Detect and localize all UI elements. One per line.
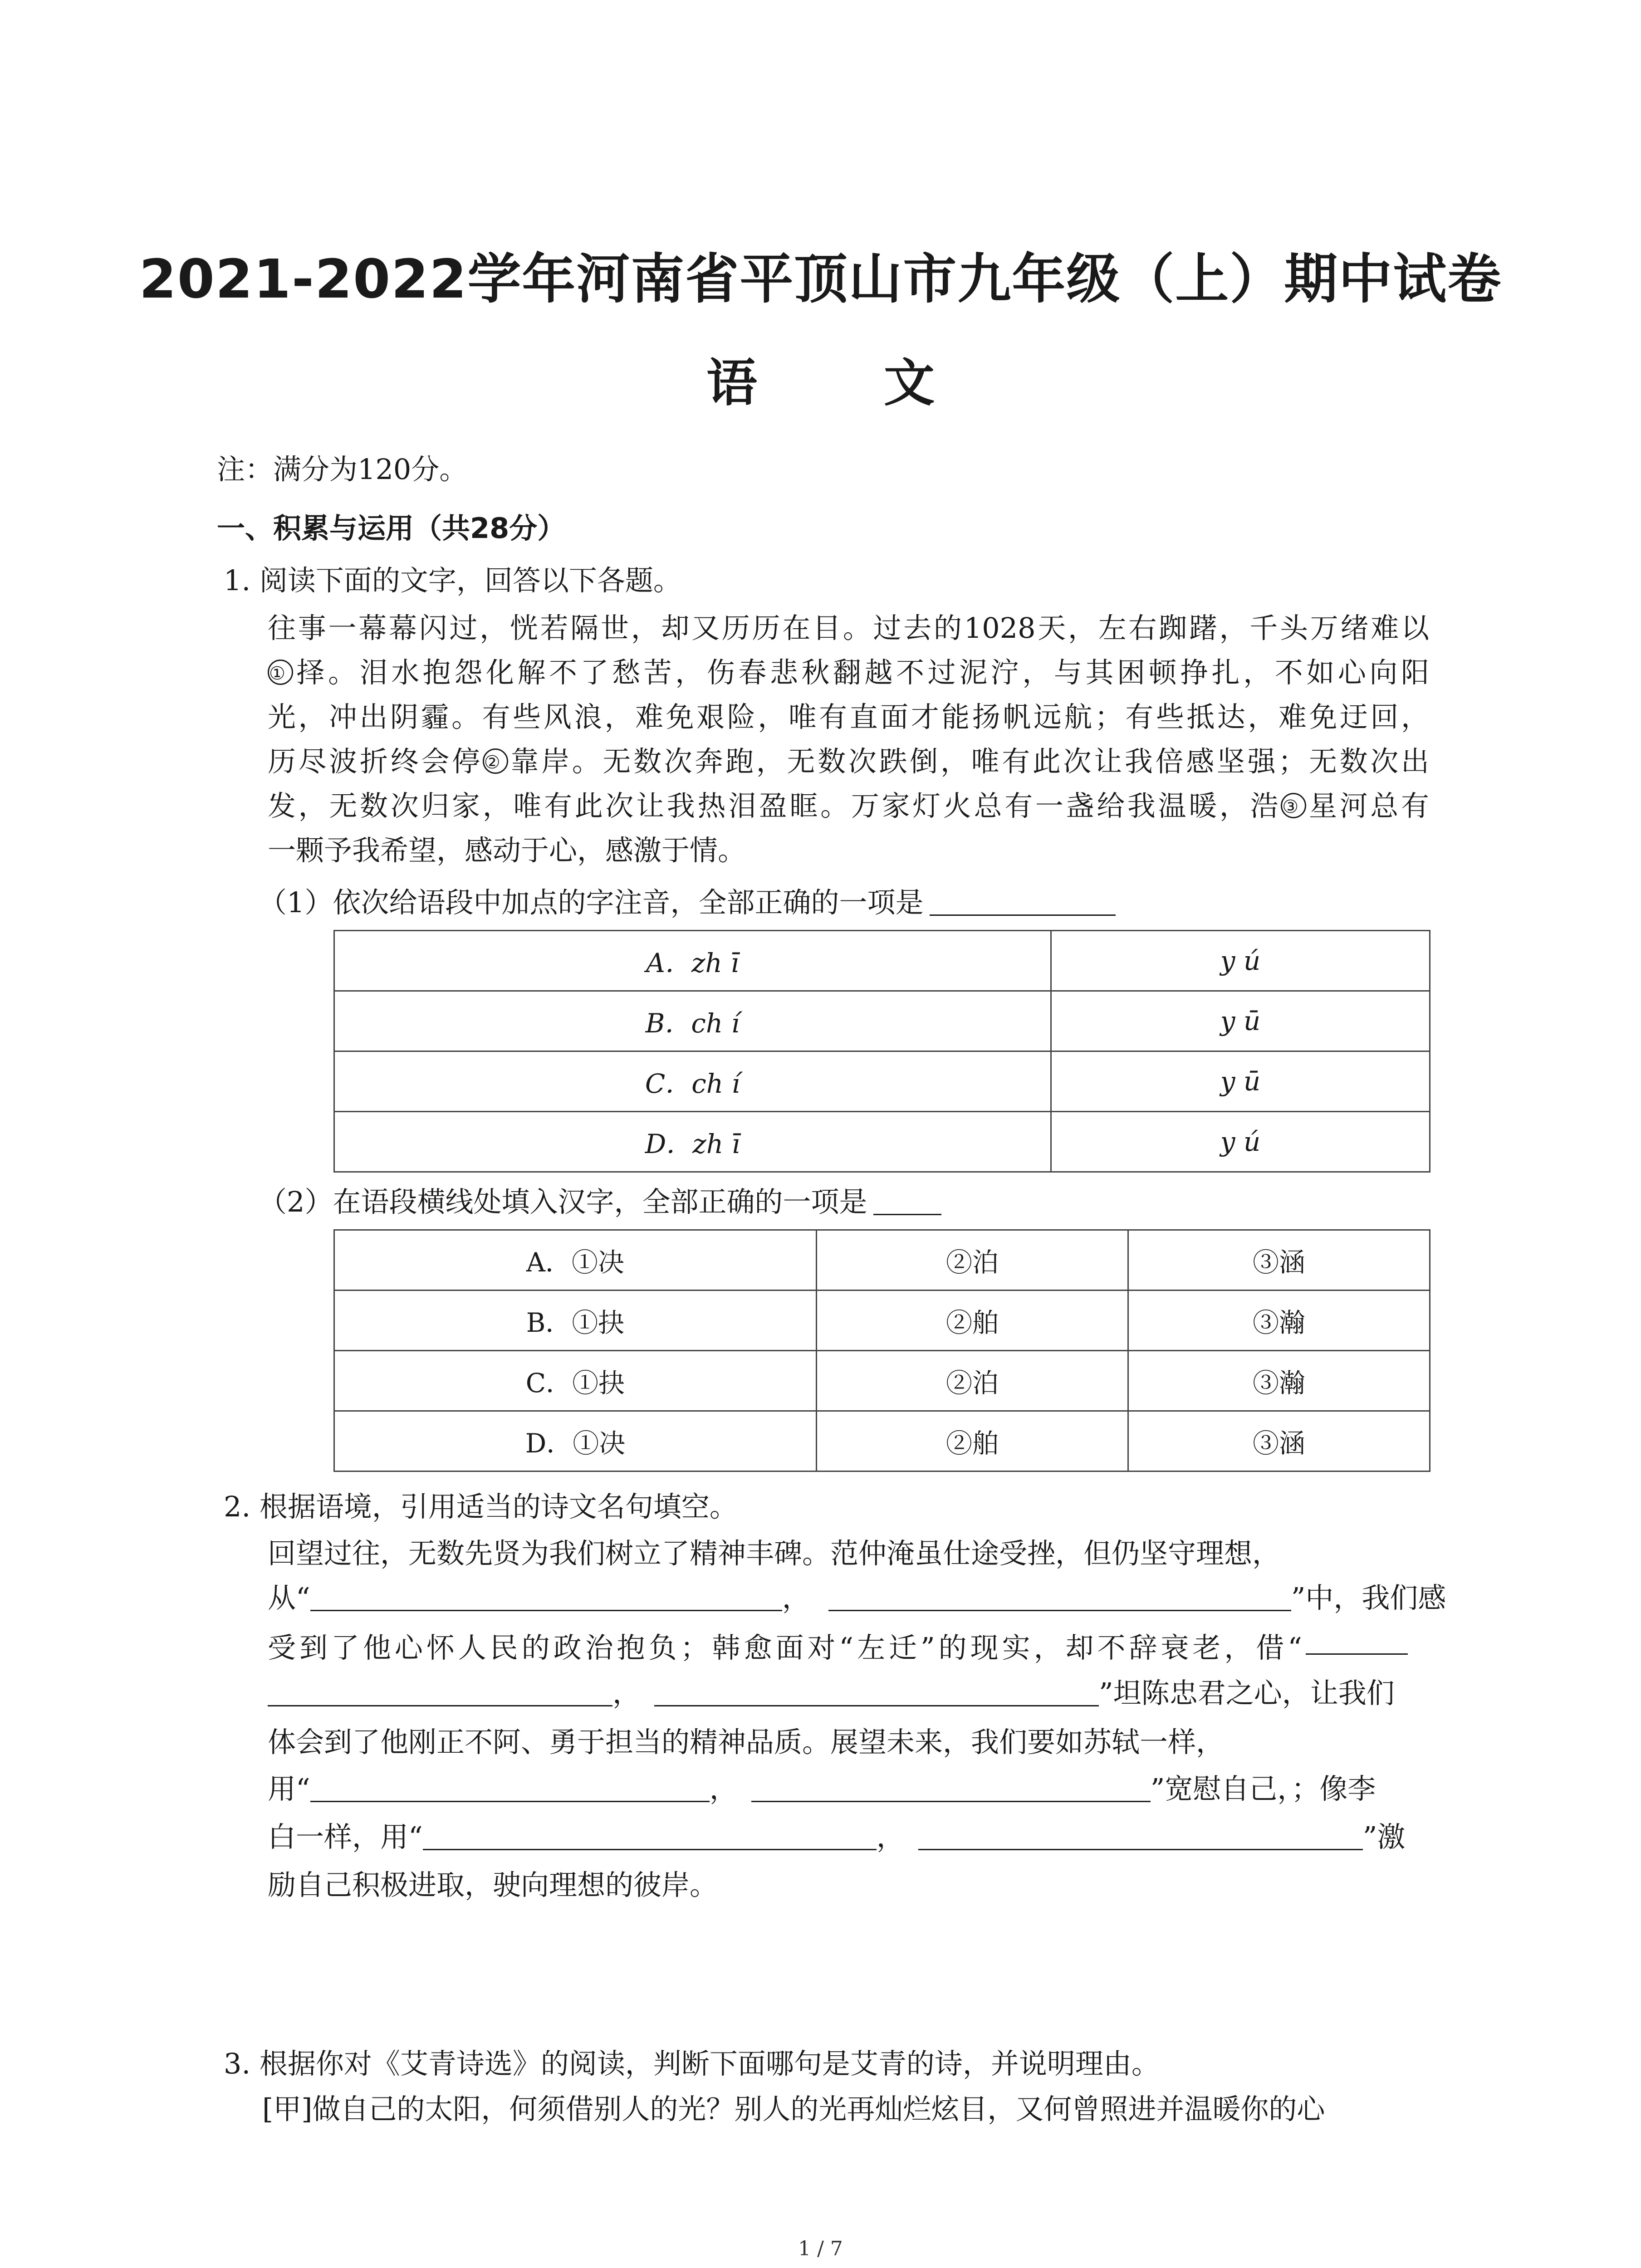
option-cell: y ū [1051, 991, 1430, 1051]
table-row[interactable] [334, 1230, 1430, 1290]
q3-text-line: [甲]做自己的太阳，何须借别人的光？别人的光再灿烂炫目，又何曾照进并温暖你的心 [262, 2092, 1325, 2126]
q2-text-line: 用“ ， ”宽慰自己，；像李 [268, 1772, 1376, 1805]
section-heading: 一、积累与运用（共28分） [217, 512, 566, 545]
question-1-stem: 1. 阅读下面的文字，回答以下各题。 [224, 564, 681, 597]
answer-blank[interactable] [873, 1186, 941, 1215]
answer-blank[interactable] [828, 1582, 1291, 1611]
table-row[interactable] [334, 991, 1430, 1051]
option-cell: ②泊 [817, 1351, 1128, 1411]
q1-sub2-label: （2）在语段横线处填入汉字，全部正确的一项是 [259, 1184, 941, 1220]
answer-blank[interactable] [930, 886, 1116, 916]
option-cell: D．①决 [334, 1411, 817, 1471]
q2-text-line: 励自己积极进取，驶向理想的彼岸。 [268, 1868, 718, 1901]
option-cell: ②舶 [817, 1411, 1128, 1471]
table-row[interactable] [334, 1112, 1430, 1172]
option-cell: A．①决 [334, 1230, 817, 1290]
table-row[interactable] [334, 1051, 1430, 1112]
answer-blank[interactable] [423, 1821, 877, 1850]
q1-passage-line: 发，无数次归家，唯有此次让我热泪盈眶。万家灯火总有一盏给我温暖，浩③ 星河总有 [268, 789, 1429, 822]
table-row[interactable] [334, 1411, 1430, 1471]
blank-marker: ② [483, 748, 508, 774]
score-note: 注：满分为120分。 [217, 453, 468, 486]
option-cell: ③瀚 [1128, 1290, 1430, 1351]
q1-passage-line: 一颗予我希望，感动于心，感激于情。 [268, 834, 746, 867]
option-cell: D．zh ī [334, 1112, 1051, 1172]
option-cell: ②舶 [817, 1290, 1128, 1351]
option-cell: y ú [1051, 931, 1430, 991]
answer-blank[interactable] [310, 1773, 710, 1802]
option-cell: ②泊 [817, 1230, 1128, 1290]
q1-passage-line: ① 择。泪水抱怨化解不了愁苦，伤春悲秋翻越不过泥泞，与其困顿挣扎，不如心向阳 [268, 655, 1429, 691]
answer-blank[interactable] [268, 1677, 612, 1706]
question-3-stem: 3. 根据你对《艾青诗选》的阅读，判断下面哪句是艾青的诗，并说明理由。 [224, 2047, 1160, 2080]
answer-blank[interactable] [310, 1582, 782, 1611]
q2-text-line: 从“ ， ”中，我们感 [268, 1581, 1446, 1614]
option-cell: ③涵 [1128, 1411, 1430, 1471]
page-title: 2021-2022学年河南省平顶山市九年级（上）期中试卷 [139, 248, 1502, 310]
answer-blank[interactable] [918, 1821, 1363, 1850]
option-cell: ③瀚 [1128, 1351, 1430, 1411]
option-cell: C．①抉 [334, 1351, 817, 1411]
option-cell: A．zh ī [334, 931, 1051, 991]
option-cell: B．ch í [334, 991, 1051, 1051]
q1-sub1-label: （1）依次给语段中加点的字注音，全部正确的一项是 [259, 885, 1116, 921]
q2-text-line: 白一样，用“ ， ”激 [268, 1820, 1406, 1853]
q2-text-line: 受到了他心怀人民的政治抱负；韩愈面对“左迁”的现实，却不辞衰老，借“ [268, 1631, 1302, 1664]
answer-blank[interactable] [654, 1677, 1099, 1706]
option-cell: y ū [1051, 1051, 1430, 1112]
option-cell: ③涵 [1128, 1230, 1430, 1290]
table-row[interactable] [334, 1351, 1430, 1411]
subject-title: 语 文 [706, 354, 989, 413]
q2-text-line: 体会到了他刚正不阿、勇于担当的精神品质。展望未来，我们要如苏轼一样， [268, 1725, 1225, 1759]
table-row[interactable] [334, 931, 1430, 991]
blank-marker: ③ [1281, 793, 1306, 818]
blank-marker: ① [268, 660, 293, 685]
q1-sub1-options-table [333, 930, 1430, 1173]
option-cell: y ú [1051, 1112, 1430, 1172]
page-number: 1 / 7 [798, 2237, 843, 2260]
question-2-stem: 2. 根据语境，引用适当的诗文名句填空。 [224, 1490, 738, 1523]
q1-passage-line: 历尽波折终会停② 靠岸。无数次奔跑，无数次跌倒，唯有此次让我倍感坚强；无数次出 [268, 745, 1429, 778]
option-cell: C．ch í [334, 1051, 1051, 1112]
table-row[interactable] [334, 1290, 1430, 1351]
q2-text-line: 回望过往，无数先贤为我们树立了精神丰碑。范仲淹虽仕途受挫，但仍坚守理想， [268, 1537, 1281, 1570]
option-cell: B．①抉 [334, 1290, 817, 1351]
answer-blank[interactable] [751, 1773, 1151, 1802]
q1-sub2-options-table [333, 1229, 1430, 1472]
q2-text-line: ， ”坦陈忠君之心，让我们 [268, 1675, 1395, 1711]
answer-blank[interactable] [1306, 1653, 1408, 1655]
q1-passage-line: 往事一幕幕闪过，恍若隔世，却又历历在目。过去的1028天，左右踟躇，千头万绪难以 [268, 611, 1429, 645]
q1-passage-line: 光，冲出阴霾。有些风浪，难免艰险，唯有直面才能扬帆远航；有些抵达，难免迂回， [268, 700, 1429, 733]
